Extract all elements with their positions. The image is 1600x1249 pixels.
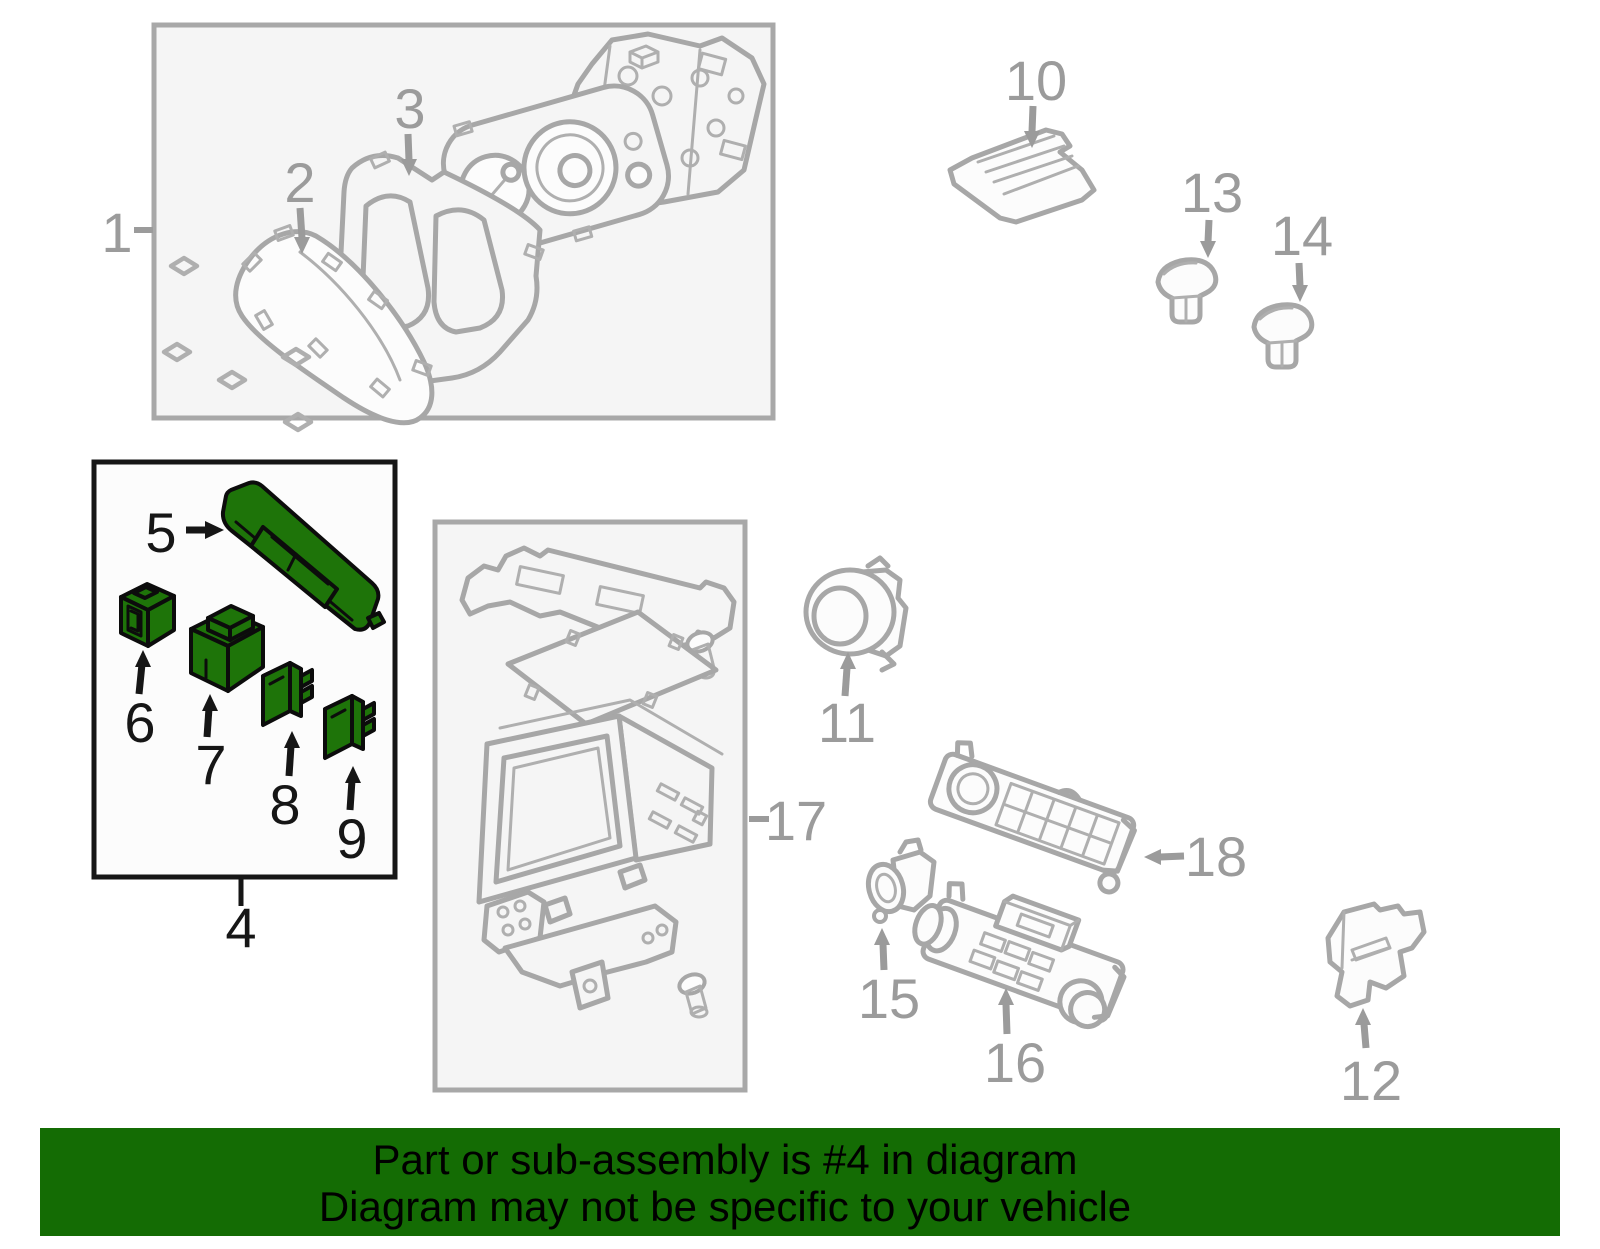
callout-14-arrowhead bbox=[1292, 285, 1308, 302]
callout-17 bbox=[749, 789, 827, 852]
callout-13-arrowhead bbox=[1200, 241, 1216, 258]
callout-13-arrow bbox=[1208, 220, 1209, 242]
audio-unit-box bbox=[435, 522, 745, 1090]
callout-13 bbox=[1181, 161, 1243, 258]
callout-9-arrow bbox=[350, 780, 352, 810]
part-10-vent bbox=[950, 130, 1094, 222]
callout-5-label: 5 bbox=[145, 501, 177, 564]
highlight-banner bbox=[40, 1128, 1560, 1236]
callout-11 bbox=[818, 652, 876, 754]
callout-12-arrow bbox=[1364, 1024, 1366, 1048]
callout-6-label: 6 bbox=[124, 691, 156, 754]
part-6-switch bbox=[121, 584, 174, 646]
callout-7-label: 7 bbox=[195, 733, 227, 796]
callout-12-label: 12 bbox=[1339, 1049, 1403, 1112]
callout-18-arrowhead bbox=[1144, 849, 1161, 865]
callout-14-arrow bbox=[1299, 263, 1300, 286]
callout-16 bbox=[984, 988, 1046, 1094]
callout-10-arrow bbox=[1032, 106, 1033, 132]
banner-line-1: Part or sub-assembly is #4 in diagram bbox=[372, 1136, 1078, 1183]
callout-3-label: 3 bbox=[394, 77, 426, 140]
callout-2-label: 2 bbox=[284, 151, 316, 214]
callout-15 bbox=[858, 928, 920, 1030]
callout-18-arrow bbox=[1160, 856, 1184, 857]
callout-13-label: 13 bbox=[1180, 161, 1244, 224]
part-11-knob bbox=[806, 558, 906, 670]
callout-15-arrow bbox=[883, 944, 884, 970]
callout-2-arrow bbox=[300, 208, 302, 238]
part-16-climate-control bbox=[902, 868, 1137, 1033]
callout-14 bbox=[1271, 204, 1333, 302]
callout-15-label: 15 bbox=[857, 967, 921, 1030]
callout-8-label: 8 bbox=[269, 773, 301, 836]
callout-15-arrowhead bbox=[874, 928, 890, 945]
cluster-assembly-box bbox=[154, 25, 773, 430]
callout-3-arrow bbox=[408, 134, 409, 160]
callout-7-arrow bbox=[207, 708, 209, 737]
callout-11-arrow bbox=[845, 668, 847, 696]
part-18-climate-control bbox=[922, 737, 1146, 895]
callout-12-arrowhead bbox=[1355, 1008, 1371, 1025]
callout-11-label: 11 bbox=[817, 691, 877, 754]
callout-16-arrow bbox=[1006, 1004, 1007, 1034]
callout-4-label: 4 bbox=[225, 896, 257, 959]
callout-6-arrow bbox=[139, 664, 142, 694]
callout-4 bbox=[225, 879, 256, 959]
callout-18-label: 18 bbox=[1184, 825, 1248, 888]
callout-12 bbox=[1340, 1008, 1402, 1112]
callout-17-label: 17 bbox=[764, 789, 828, 852]
callout-18 bbox=[1144, 825, 1247, 888]
callout-14-label: 14 bbox=[1270, 204, 1334, 267]
callout-8-arrow bbox=[289, 746, 291, 776]
callout-9-label: 9 bbox=[336, 807, 368, 870]
part-13-clip bbox=[1158, 260, 1216, 322]
part-14-clip bbox=[1254, 305, 1312, 367]
callout-1-label: 1 bbox=[101, 201, 133, 264]
banner-line-2: Diagram may not be specific to your vehicle bbox=[318, 1183, 1132, 1230]
part-12-bracket bbox=[1328, 904, 1424, 1006]
callout-10-label: 10 bbox=[1004, 49, 1068, 112]
callout-1 bbox=[101, 201, 153, 264]
callout-16-label: 16 bbox=[983, 1031, 1047, 1094]
